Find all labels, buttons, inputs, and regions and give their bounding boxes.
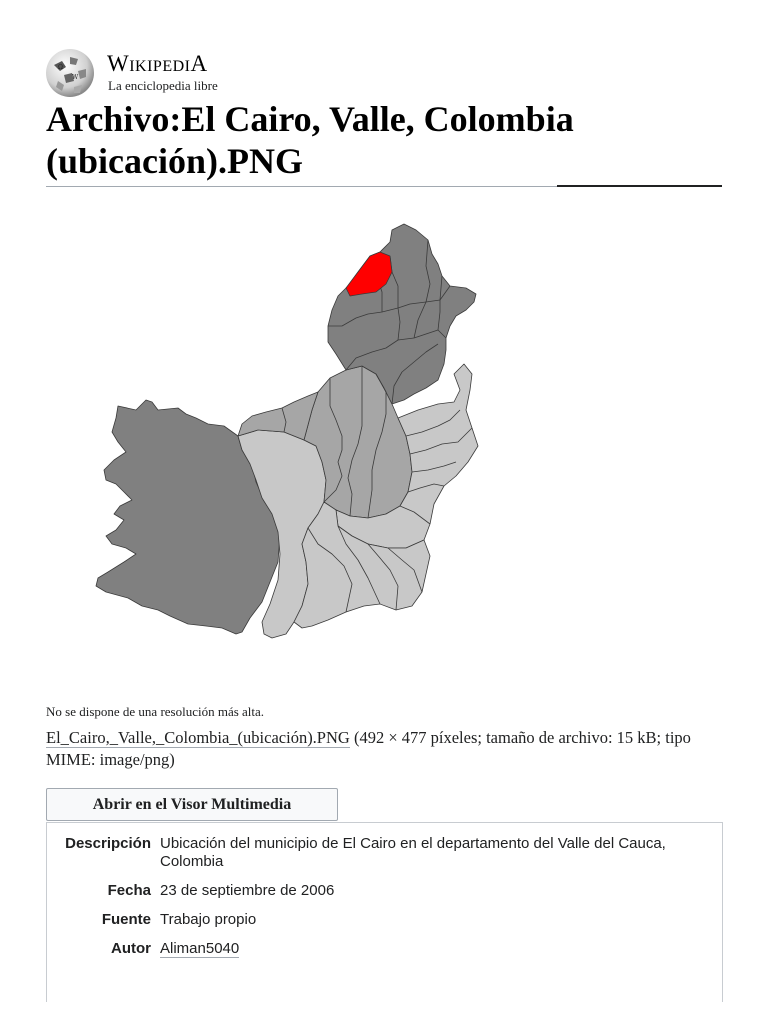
author-link[interactable]: Aliman5040: [160, 940, 240, 957]
valle-del-cauca-map: [46, 214, 538, 654]
autor-label: Autor: [111, 940, 151, 957]
descripcion-value: Ubicación del municipio de El Cairo en el departamento del Valle del Cauca, Colombia: [160, 835, 666, 870]
fecha-value: 23 de septiembre de 2006: [160, 882, 335, 899]
fecha-label: Fecha: [107, 882, 151, 899]
title-divider-accent: [557, 185, 722, 187]
site-header: [44, 45, 284, 97]
fuente-label: Fuente: [101, 911, 151, 928]
wordmark-final: A: [190, 51, 208, 76]
file-name-link[interactable]: El_Cairo,_Valle,_Colombia_(ubicación).PNG: [46, 728, 350, 747]
open-media-viewer-button[interactable]: Abrir en el Visor Multimedia: [46, 788, 338, 821]
descripcion-label: Descripción: [65, 835, 151, 852]
page-title: Archivo:El Cairo, Valle, Colombia (ubicación).PNG: [46, 99, 574, 181]
wordmark-initial: W: [107, 51, 130, 76]
file-info: [46, 727, 726, 771]
fuente-value: Trabajo propio: [160, 911, 257, 928]
wordmark-middle: ikipedi: [129, 51, 191, 76]
wikipedia-wordmark[interactable]: [107, 51, 208, 77]
svg-text:W: W: [72, 74, 79, 81]
no-higher-resolution-note: No se dispone de una resolución más alta.: [46, 704, 265, 719]
svg-text:Ω: Ω: [58, 64, 63, 71]
file-preview[interactable]: [46, 214, 538, 654]
wikipedia-tagline: La enciclopedia libre: [108, 78, 218, 93]
file-information-table: [46, 822, 723, 1002]
file-details: (492 × 477 píxeles; tamaño de archivo: 15 kB; tipo MIME: image/png): [46, 728, 691, 769]
wikipedia-globe-icon[interactable]: [44, 47, 96, 99]
